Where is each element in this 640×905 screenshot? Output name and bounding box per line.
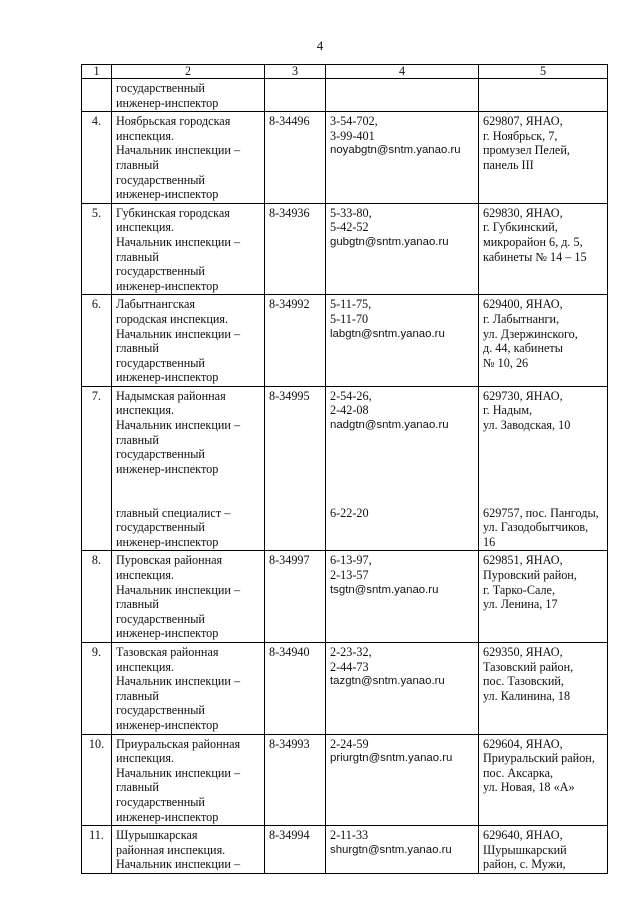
address-line: Пуровский район, xyxy=(483,568,577,582)
name-line: инженер-инспектор xyxy=(116,95,219,110)
address-line: 629604, ЯНАО, xyxy=(483,736,563,751)
code-cell xyxy=(265,79,326,112)
address-line: кабинеты № 14 – 15 xyxy=(483,249,587,264)
address-cell xyxy=(479,295,608,387)
phone-number: 5-33-80, xyxy=(330,205,372,220)
address-line: д. 44, кабинеты xyxy=(483,341,563,356)
address-line: 629757, пос. Пангоды, xyxy=(483,505,599,520)
name-cell xyxy=(112,79,265,112)
name-cell xyxy=(112,551,265,643)
num-cell xyxy=(82,386,112,551)
name-line: Шурышкарская xyxy=(116,828,198,843)
phone-number: 2-42-08 xyxy=(330,403,369,418)
column-number: 4 xyxy=(326,65,479,79)
name-line: государственный xyxy=(116,611,205,626)
name-cell xyxy=(112,112,265,204)
spacer xyxy=(116,491,260,506)
name-cell xyxy=(112,295,265,387)
name-line: государственный xyxy=(116,264,205,279)
phone-code: 8-34496 xyxy=(269,114,310,129)
address-line: 16 xyxy=(483,534,496,549)
contact-cell xyxy=(326,551,479,643)
num-cell xyxy=(82,826,112,874)
address-line: г. Надым, xyxy=(483,403,533,418)
phone-number: 3-99-401 xyxy=(330,128,375,143)
code-cell xyxy=(265,386,326,551)
address-cell xyxy=(479,826,608,874)
address-cell xyxy=(479,79,608,112)
spacer xyxy=(483,462,603,477)
num-cell xyxy=(82,295,112,387)
name-line: Ноябрьская городская xyxy=(116,114,231,129)
name-line: инспекция. xyxy=(116,751,175,766)
column-number: 2 xyxy=(112,65,265,79)
table-row xyxy=(82,551,608,643)
name-line: главный xyxy=(116,688,159,703)
name-line: инженер-инспектор xyxy=(116,717,219,732)
phone-code: 8-34997 xyxy=(269,553,310,568)
phone-number: 2-44-73 xyxy=(330,659,369,674)
address-line: Шурышкарский xyxy=(483,842,567,857)
address-cell xyxy=(479,112,608,204)
table-row xyxy=(82,112,608,204)
name-line: районная инспекция. xyxy=(116,842,226,857)
name-line: инспекция. xyxy=(116,403,175,418)
name-line: Начальник инспекции – xyxy=(116,326,241,341)
name-line: главный xyxy=(116,597,159,612)
address-line: ул. Дзержинского, xyxy=(483,326,578,341)
name-line: Лабытнангская xyxy=(116,297,196,312)
name-line: Начальник инспекции – xyxy=(116,143,241,158)
contact-cell xyxy=(326,386,479,551)
phone-number: 5-42-52 xyxy=(330,220,369,235)
address-line: г. Губкинский, xyxy=(483,220,558,235)
name-line: инженер-инспектор xyxy=(116,626,219,641)
address-line: промузел Пелей, xyxy=(483,143,570,158)
phone-number: 3-54-702, xyxy=(330,114,378,129)
phone-number: 2-23-32, xyxy=(330,644,372,659)
name-cell xyxy=(112,203,265,295)
contact-cell xyxy=(326,203,479,295)
address-line: микрорайон 6, д. 5, xyxy=(483,234,583,249)
contact-cell xyxy=(326,295,479,387)
address-line: пос. Тазовский, xyxy=(483,674,564,689)
table-row xyxy=(82,734,608,826)
email-text: tazgtn@sntm.yanao.ru xyxy=(330,675,445,688)
name-line: главный xyxy=(116,432,159,447)
name-line: главный xyxy=(116,249,159,264)
phone-code: 8-34940 xyxy=(269,644,310,659)
spacer xyxy=(483,433,603,448)
code-cell xyxy=(265,642,326,734)
phone-code: 8-34993 xyxy=(269,736,310,751)
row-number: 6. xyxy=(91,297,102,312)
name-line: Начальник инспекции – xyxy=(116,234,241,249)
address-line: 629730, ЯНАО, xyxy=(483,388,563,403)
email-text: gubgtn@sntm.yanao.ru xyxy=(330,235,449,248)
column-number: 3 xyxy=(265,65,326,79)
code-cell xyxy=(265,551,326,643)
num-cell xyxy=(82,734,112,826)
name-line: Губкинская городская xyxy=(116,205,230,220)
name-line: инспекция. xyxy=(116,568,175,582)
name-line: Надымская районная xyxy=(116,388,226,403)
contact-cell xyxy=(326,112,479,204)
name-cell xyxy=(112,734,265,826)
name-line: государственный xyxy=(116,355,205,370)
spacer xyxy=(483,447,603,462)
name-line: государственный xyxy=(116,172,205,187)
name-line: Пуровская районная xyxy=(116,553,223,568)
email-text: labgtn@sntm.yanao.ru xyxy=(330,327,445,340)
address-line: 629400, ЯНАО, xyxy=(483,297,563,312)
num-cell xyxy=(82,642,112,734)
email-text: priurgtn@sntm.yanao.ru xyxy=(330,752,453,765)
address-line: пос. Аксарка, xyxy=(483,765,554,780)
email-text: shurgtn@sntm.yanao.ru xyxy=(330,843,452,856)
address-cell xyxy=(479,551,608,643)
code-cell xyxy=(265,295,326,387)
code-cell xyxy=(265,734,326,826)
address-line: ул. Ленина, 17 xyxy=(483,597,558,612)
num-cell xyxy=(82,112,112,204)
name-cell xyxy=(112,386,265,551)
phone-code: 8-34936 xyxy=(269,205,310,220)
email-text: tsgtn@sntm.yanao.ru xyxy=(330,583,439,596)
name-line: Тазовская районная xyxy=(116,644,219,659)
num-cell xyxy=(82,551,112,643)
table-row xyxy=(82,642,608,734)
code-cell xyxy=(265,112,326,204)
table-row xyxy=(82,826,608,874)
row-number: 4. xyxy=(91,114,102,129)
phone-code: 8-34994 xyxy=(269,828,310,843)
name-line: государственный xyxy=(116,81,205,95)
row-number: 10. xyxy=(88,736,105,751)
phone-number: 5-11-75, xyxy=(330,297,372,312)
address-line: 629807, ЯНАО, xyxy=(483,114,563,129)
code-cell xyxy=(265,203,326,295)
inspection-registry-table xyxy=(81,64,608,874)
email-text: nadgtn@sntm.yanao.ru xyxy=(330,419,449,432)
name-line: Начальник инспекции – xyxy=(116,582,241,597)
name-line: инженер-инспектор xyxy=(116,370,219,385)
spacer xyxy=(116,476,260,491)
spacer xyxy=(330,447,474,462)
spacer xyxy=(330,476,474,491)
name-line: главный xyxy=(116,157,159,172)
spacer xyxy=(330,462,474,477)
phone-number: 6-13-97, xyxy=(330,553,372,568)
name-line: Начальник инспекции – xyxy=(116,674,241,689)
name-line: государственный xyxy=(116,703,205,718)
contact-cell xyxy=(326,642,479,734)
address-line: панель III xyxy=(483,157,534,172)
address-line: № 10, 26 xyxy=(483,355,529,370)
name-line: государственный xyxy=(116,794,205,809)
row-number: 8. xyxy=(91,553,102,568)
column-number-row xyxy=(82,65,608,79)
address-line: Приуральский район, xyxy=(483,751,595,766)
address-line: г. Лабытнанги, xyxy=(483,311,560,326)
num-cell xyxy=(82,203,112,295)
name-line: инженер-инспектор xyxy=(116,534,219,549)
spacer xyxy=(483,476,603,491)
contact-cell xyxy=(326,79,479,112)
spacer xyxy=(330,491,474,506)
name-line: инженер-инспектор xyxy=(116,461,219,476)
spacer xyxy=(483,491,603,506)
phone-number: 2-24-59 xyxy=(330,736,369,751)
name-line: инженер-инспектор xyxy=(116,278,219,293)
name-cell xyxy=(112,642,265,734)
table-row xyxy=(82,203,608,295)
email-text: noyabgtn@sntm.yanao.ru xyxy=(330,144,461,157)
address-cell xyxy=(479,386,608,551)
address-line: ул. Новая, 18 «А» xyxy=(483,780,575,795)
phone-number: 2-54-26, xyxy=(330,388,372,403)
address-cell xyxy=(479,642,608,734)
table-row xyxy=(82,295,608,387)
phone-code: 8-34995 xyxy=(269,388,310,403)
name-line: инспекция. xyxy=(116,220,175,235)
name-line: государственный xyxy=(116,447,205,462)
name-line: городская инспекция. xyxy=(116,311,229,326)
row-number: 7. xyxy=(91,388,102,403)
address-line: 629640, ЯНАО, xyxy=(483,828,563,843)
address-line: район, с. Мужи, xyxy=(483,857,566,872)
name-line: Начальник инспекции – xyxy=(116,765,241,780)
phone-number: 2-13-57 xyxy=(330,568,369,582)
address-line: г. Ноябрьск, 7, xyxy=(483,128,558,143)
name-line: инженер-инспектор xyxy=(116,809,219,824)
name-line: Начальник инспекции – xyxy=(116,857,241,872)
address-line: 629350, ЯНАО, xyxy=(483,644,563,659)
name-line: главный специалист – xyxy=(116,505,231,520)
row-number: 11. xyxy=(89,828,104,843)
address-line: ул. Заводская, 10 xyxy=(483,418,571,433)
column-number: 5 xyxy=(479,65,608,79)
row-number: 5. xyxy=(91,205,102,220)
name-line: главный xyxy=(116,780,159,795)
name-line: главный xyxy=(116,341,159,356)
address-line: ул. Газодобытчиков, xyxy=(483,520,589,535)
name-line: инспекция. xyxy=(116,659,175,674)
contact-cell xyxy=(326,734,479,826)
spacer xyxy=(330,433,474,448)
phone-number: 6-22-20 xyxy=(330,505,369,520)
row-number: 9. xyxy=(91,644,102,659)
address-cell xyxy=(479,203,608,295)
name-line: инженер-инспектор xyxy=(116,187,219,202)
name-line: Приуральская районная xyxy=(116,736,241,751)
continuation-row xyxy=(82,79,608,112)
address-line: г. Тарко-Сале, xyxy=(483,582,555,597)
code-cell xyxy=(265,826,326,874)
address-line: 629830, ЯНАО, xyxy=(483,205,563,220)
address-cell xyxy=(479,734,608,826)
phone-code: 8-34992 xyxy=(269,297,310,312)
address-line: 629851, ЯНАО, xyxy=(483,553,563,568)
page-number: 4 xyxy=(316,38,324,53)
address-line: Тазовский район, xyxy=(483,659,574,674)
column-number: 1 xyxy=(82,65,112,79)
phone-number: 2-11-33 xyxy=(330,828,369,843)
name-cell xyxy=(112,826,265,874)
num-cell xyxy=(82,79,112,112)
name-line: государственный xyxy=(116,520,205,535)
contact-cell xyxy=(326,826,479,874)
phone-number: 5-11-70 xyxy=(330,311,369,326)
name-line: Начальник инспекции – xyxy=(116,418,241,433)
table-row xyxy=(82,386,608,551)
address-line: ул. Калинина, 18 xyxy=(483,688,571,703)
name-line: инспекция. xyxy=(116,128,175,143)
